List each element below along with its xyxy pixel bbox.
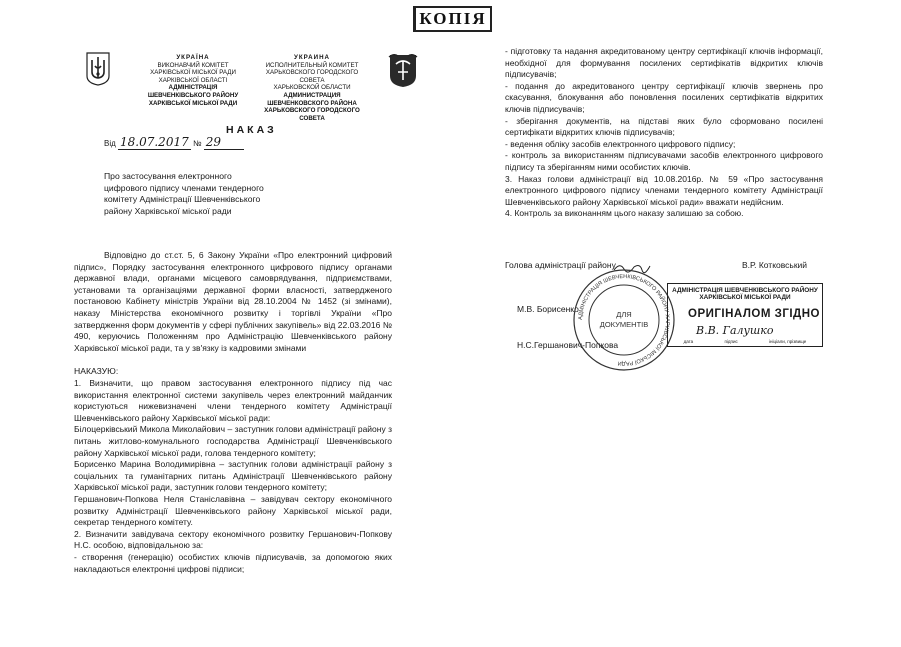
header-left-adm1: АДМІНІСТРАЦІЯ	[168, 84, 218, 92]
date-value: 18.07.2017	[120, 135, 189, 149]
order-heading: НАКАЗУЮ:	[74, 366, 119, 376]
trident-crest-icon	[86, 52, 110, 86]
order-item: 1. Визначити, що правом застосування електронного підпису під час використання електронної системи закупівель через електронний майданчик користуються нижевизначені члени тендерного комітету Адміністрації Шевченківського району Харківської міської ради:	[74, 378, 392, 423]
order-items-left	[74, 378, 392, 575]
header-left-country: УКРАЇНА	[176, 54, 210, 61]
header-right-org1: ИСПОЛНИТЕЛЬНЫЙ КОМИТЕТ	[265, 61, 359, 69]
document-type: НАКАЗ	[226, 124, 277, 136]
order-item: Борисенко Марина Володимирівна – заступник голови адміністрації району з соціальних та гуманітарних питань Адміністрації Шевченківського району Харківської міської ради, заступник голови тендерного комітету;	[74, 459, 392, 493]
order-item: 4. Контроль за виконанням цього наказу залишаю за собою.	[505, 208, 744, 219]
order-items-right	[505, 46, 823, 220]
header-left-org3: ХАРКІВСЬКОЇ ОБЛАСТІ	[158, 76, 228, 84]
header-left-adm3: ХАРКІВСЬКОЇ МІСЬКОЇ РАДИ	[148, 99, 238, 107]
stamp-footer	[668, 339, 822, 344]
header-left-adm2: ШЕВЧЕНКІВСЬКОГО РАЙОНУ	[147, 91, 239, 99]
subject-line: цифрового підпису членами тендерного	[104, 182, 264, 193]
stamp-footer-label: ініціали, прізвище	[769, 339, 807, 344]
order-item: - ведення обліку засобів електронного цифрового підпису;	[505, 138, 736, 149]
order-item: - створення (генерацію) особистих ключів підписувачів, за допомогою яких накладаються електронні цифрові підписи;	[74, 551, 392, 574]
stamp-footer-label: дата	[683, 339, 694, 344]
order-item: Білоцерківський Микола Миколайович – заступник голови адміністрації району з питань житлово-комунального господарства Адміністрації Шевченківського району Харківської міської ради, голова тендерного комітету;	[74, 424, 392, 458]
header-right-adm1: АДМИНИСТРАЦИЯ	[283, 91, 341, 99]
certified-copy-stamp	[667, 283, 823, 347]
stamp-signature: В.В. Галушко	[696, 324, 774, 337]
header-right-country: УКРАИНА	[293, 54, 331, 61]
header-right-org2: ХАРЬКОВСКОГО ГОРОДСКОГО СОВЕТА	[265, 69, 359, 84]
visa-name: Н.С.Гершанович-Попкова	[517, 340, 619, 350]
seal-center-text: ДЛЯ	[616, 310, 632, 319]
copy-stamp: КОПІЯ	[413, 6, 492, 32]
header-right-adm2: ШЕВЧЕНКОВСКОГО РАЙОНА	[267, 99, 357, 107]
header-left	[138, 54, 248, 107]
seal-center-text: ДОКУМЕНТІВ	[599, 320, 649, 329]
round-seal-stamp	[572, 268, 676, 372]
number-value: 29	[204, 135, 244, 150]
header-right	[254, 54, 370, 122]
order-item: 3. Наказ голови адміністрації від 10.08.2016р. № 59 «Про застосування електронного цифрового підпису членами тендерного комітету Адміністрації Шевченківського району Харківської міської ради» вважати недійсним.	[505, 173, 823, 207]
order-item: Гершанович-Попкова Неля Станіславівна – завідувач сектору економічного розвитку Адміністрації Шевченківського району Харківської міської ради, секретар тендерного комітету.	[74, 493, 392, 528]
subject-line: Про застосування електронного	[104, 171, 232, 181]
seal-ring-text: АДМІНІСТРАЦІЯ ШЕВЧЕНКІВСЬКОГО РАЙОНУ ХАРКІВСЬКОЇ МІСЬКОЇ РАДИ	[577, 273, 671, 367]
number-prefix: №	[192, 139, 202, 148]
header-right-adm3: ХАРЬКОВСКОГО ГОРОДСКОГО СОВЕТА	[264, 107, 360, 122]
visa-name: М.В. Борисенко	[517, 304, 579, 314]
preamble-paragraph: Відповідно до ст.ст. 5, 6 Закону України «Про електронний цифровий підпис», Порядку застосування електронного цифрового підпису органами державної влади, органами місцевого самоврядування, підприємствами, установами та організаціями державної форми власності, затвердженого постановою Кабінету міністрів України від 28.10.2004 № 1452 (зі змінами), наказу Міністерства економічного розвитку і торгівлі України «Про затвердження форм документів у сфері публічних закупівель» від 22.03.2016 № 490, керуючись Положенням про Адміністрацію Шевченківського району Харківської міської ради, та у зв'язку із кадровими змінами	[74, 250, 392, 353]
stamp-org-line: АДМІНІСТРАЦІЯ ШЕВЧЕНКІВСЬКОГО РАЙОНУ	[672, 287, 818, 294]
city-crest-icon	[388, 52, 418, 88]
signatory-name: В.Р. Котковський	[742, 260, 808, 270]
signatory-title: Голова адміністрації району	[505, 260, 616, 270]
document-subject	[104, 171, 304, 217]
subject-line: району Харківської міської ради	[104, 205, 232, 216]
date-prefix: Від	[104, 139, 116, 148]
header-left-org2: ХАРКІВСЬКОЇ МІСЬКОЇ РАДИ	[150, 69, 236, 77]
date-number-line	[104, 135, 244, 150]
order-item: - подання до акредитованого центру сертифікації ключів звернень про скасування, блокування або поновлення посилених сертифікатів відкритих ключів підписувачів;	[505, 80, 823, 114]
stamp-org-line: ХАРКІВСЬКОЇ МІСЬКОЇ РАДИ	[699, 294, 791, 302]
order-item: 2. Визначити завідувача сектору економічного розвитку Гершанович-Попкову Н.С. особою, відповідальною за:	[74, 528, 392, 551]
stamp-footer-label: підпис	[724, 339, 738, 344]
header-left-org1: ВИКОНАВЧИЙ КОМІТЕТ	[157, 61, 229, 69]
subject-line: комітету Адміністрації Шевченківського	[104, 194, 261, 205]
order-item: - підготовку та надання акредитованому центру сертифікації ключів інформації, необхідної для формування посилених сертифікатів відкритих ключів підписувачів;	[505, 46, 823, 80]
stamp-org	[668, 287, 822, 302]
stamp-certified-text: ОРИГІНАЛОМ ЗГІДНО	[688, 308, 820, 320]
order-item: - зберігання документів, на підставі яких було сформовано посилені сертифікати відкритих ключів підписувачів;	[505, 115, 823, 138]
order-item: - контроль за використанням підписувачами засобів електронного цифрового підпису та зберіганням ними особистих ключів.	[505, 150, 823, 172]
header-right-org3: ХАРЬКОВСКОЙ ОБЛАСТИ	[273, 84, 351, 92]
